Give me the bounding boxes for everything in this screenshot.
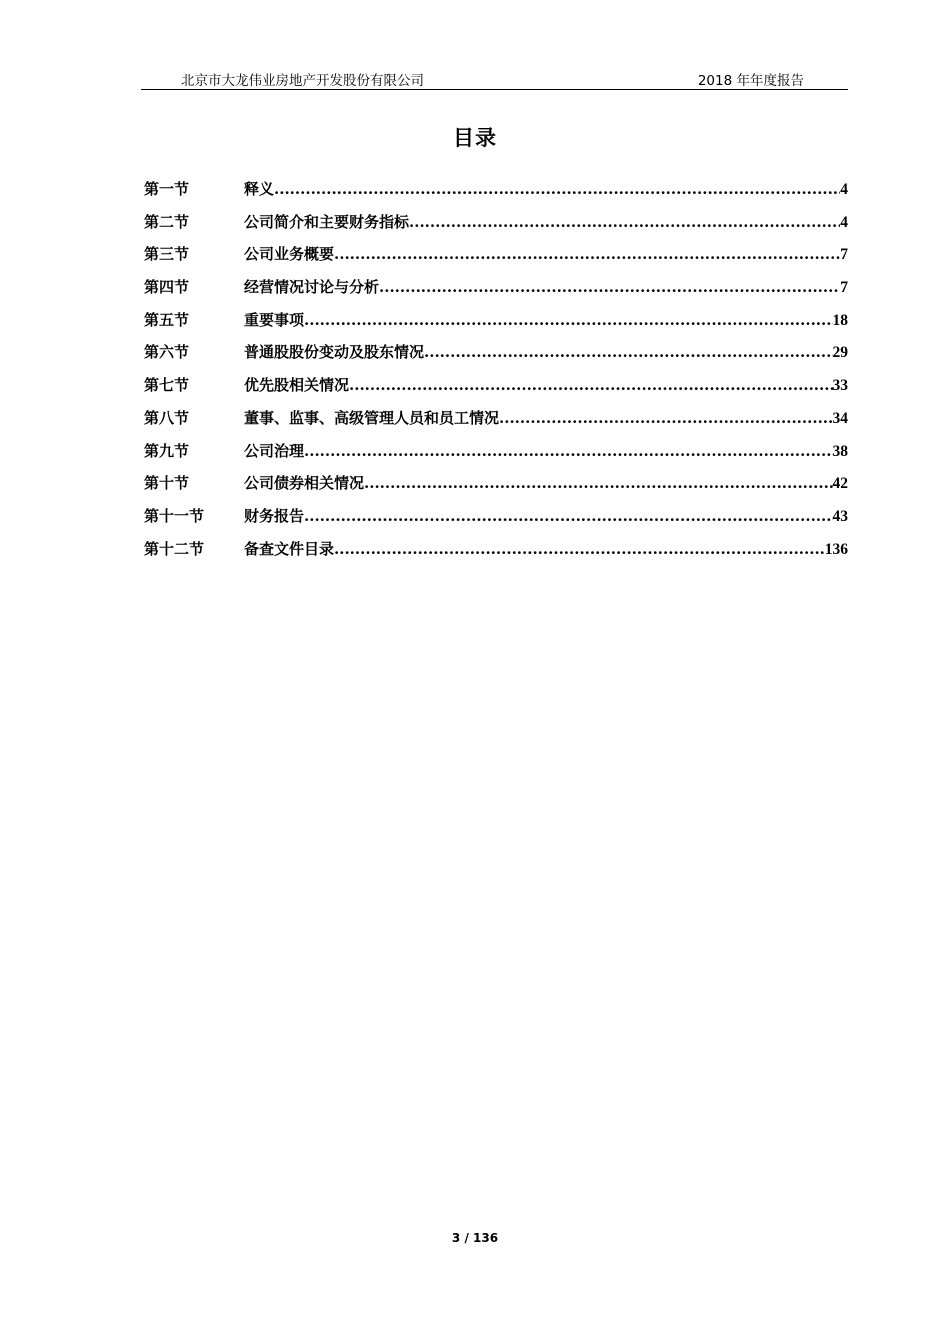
- toc-section-number: 第五节: [144, 310, 190, 329]
- toc-leader-dots: [274, 180, 840, 198]
- toc-page-number: 7: [840, 279, 848, 297]
- toc-entry-title: 公司债券相关情况: [244, 474, 365, 493]
- toc-entry[interactable]: [144, 341, 848, 374]
- header-report-title: 2018 年年度报告: [697, 73, 804, 89]
- toc-section-number: 第七节: [144, 376, 190, 395]
- toc-entry-title: 公司简介和主要财务指标: [244, 212, 410, 231]
- toc-section-number: 第十二节: [144, 539, 205, 558]
- toc-section-number: 第四节: [144, 278, 190, 297]
- header-company-name: 北京市大龙伟业房地产开发股份有限公司: [181, 73, 424, 89]
- toc-entry-title: 备查文件目录: [244, 539, 335, 558]
- toc-entry-title: 经营情况讨论与分析: [244, 278, 380, 297]
- toc-entry-title: 公司业务概要: [244, 245, 335, 264]
- toc-entry-title: 重要事项: [244, 310, 305, 329]
- page-title: 目录: [453, 125, 497, 150]
- toc-leader-dots: [409, 213, 840, 231]
- toc-leader-dots: [424, 343, 832, 361]
- toc-page-number: 42: [832, 475, 848, 493]
- toc-section-number: 第十节: [144, 474, 190, 493]
- toc-entry-title: 释义: [244, 180, 275, 198]
- toc-entry-title: 优先股相关情况: [244, 376, 350, 395]
- toc-entry[interactable]: [144, 440, 848, 473]
- toc-leader-dots: [304, 442, 832, 460]
- toc-page-number: 136: [824, 540, 848, 558]
- toc-page-number: 33: [832, 377, 848, 395]
- toc-page-number: 38: [832, 442, 848, 460]
- toc-entry[interactable]: [144, 243, 848, 276]
- toc-section-number: 第八节: [144, 408, 190, 427]
- toc-entry[interactable]: [144, 211, 848, 244]
- toc-page-number: 4: [840, 213, 848, 231]
- toc-entry-title: 董事、监事、高级管理人员和员工情况: [244, 408, 500, 427]
- toc-page-number: 7: [840, 246, 848, 264]
- toc-leader-dots: [334, 540, 825, 558]
- toc-page-number: 4: [840, 181, 848, 198]
- toc-page-number: 29: [832, 344, 848, 362]
- toc-leader-dots: [304, 507, 832, 525]
- toc-entry[interactable]: [144, 407, 848, 440]
- toc-entry[interactable]: [144, 178, 848, 211]
- toc-leader-dots: [379, 278, 840, 296]
- toc-entry[interactable]: [144, 309, 848, 342]
- toc-entry-title: 普通股股份变动及股东情况: [244, 343, 425, 362]
- toc-section-number: 第一节: [144, 180, 190, 198]
- toc-leader-dots: [349, 376, 832, 394]
- toc-entry[interactable]: [144, 374, 848, 407]
- toc-section-number: 第三节: [144, 245, 190, 264]
- table-of-contents: [144, 178, 848, 570]
- page-footer-indicator: 3 / 136: [451, 1231, 499, 1245]
- toc-section-number: 第二节: [144, 212, 190, 231]
- toc-page-number: 43: [832, 507, 848, 525]
- toc-section-number: 第十一节: [144, 506, 205, 525]
- toc-page-number: 18: [832, 311, 848, 329]
- toc-section-number: 第六节: [144, 343, 190, 362]
- toc-section-number: 第九节: [144, 441, 190, 460]
- toc-entry[interactable]: [144, 538, 848, 571]
- toc-leader-dots: [304, 311, 832, 329]
- toc-entry[interactable]: [144, 505, 848, 538]
- toc-leader-dots: [334, 245, 840, 263]
- toc-leader-dots: [499, 409, 832, 427]
- toc-entry-title: 公司治理: [244, 441, 305, 460]
- toc-entry-title: 财务报告: [244, 506, 305, 525]
- page-header: [141, 67, 848, 90]
- toc-entry[interactable]: [144, 472, 848, 505]
- toc-page-number: 34: [832, 409, 848, 427]
- toc-leader-dots: [364, 474, 832, 492]
- toc-entry[interactable]: [144, 276, 848, 309]
